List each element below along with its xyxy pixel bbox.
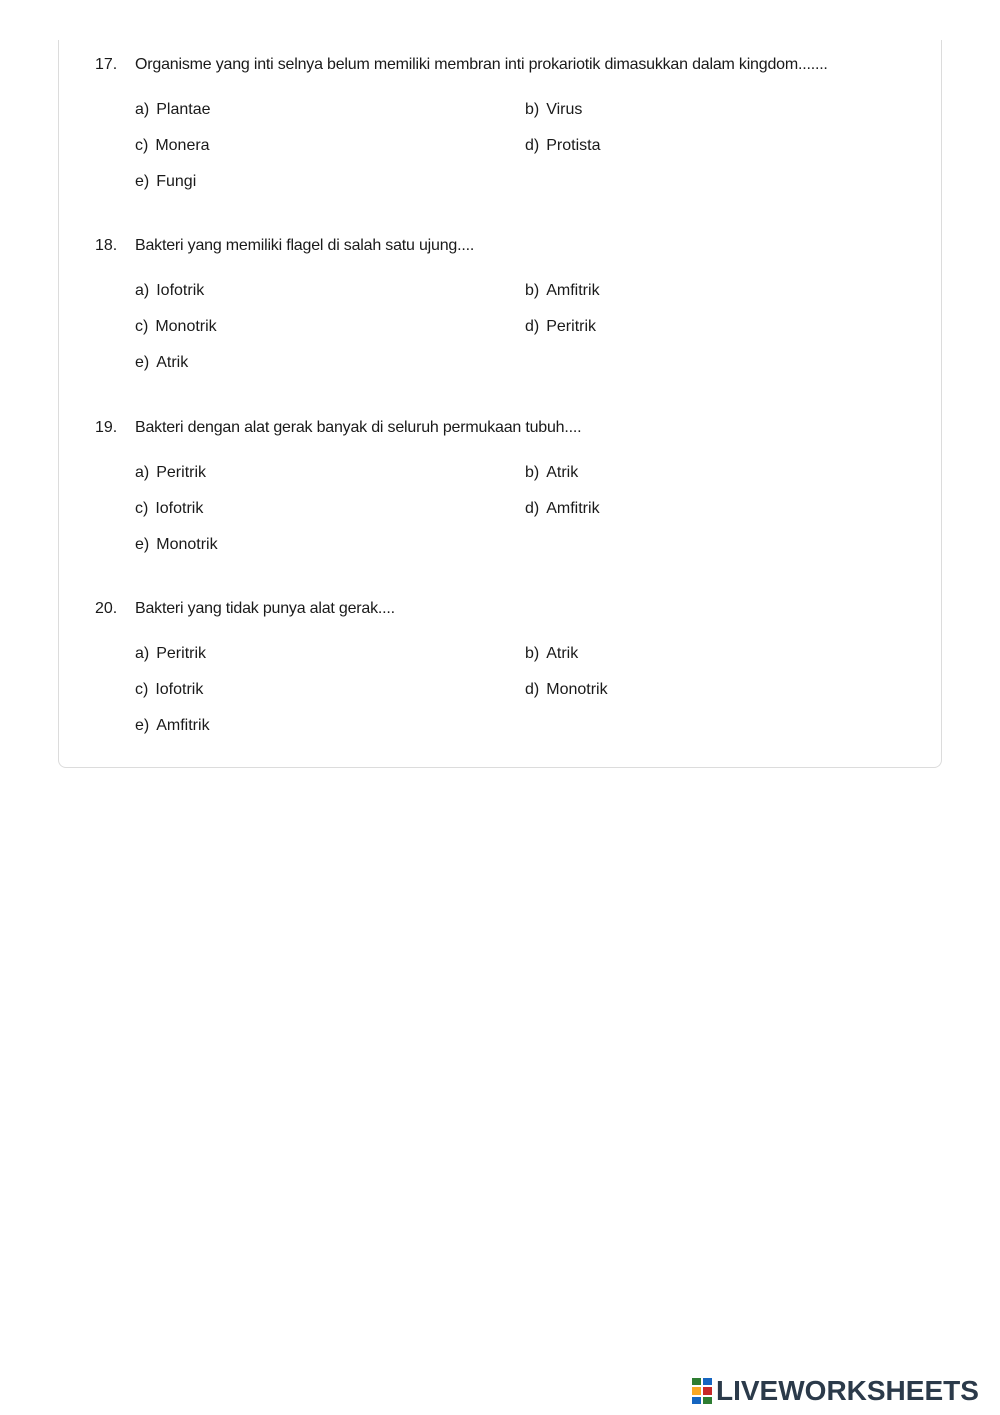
option-letter: b) (525, 101, 540, 118)
option-e[interactable] (135, 353, 188, 373)
option-c[interactable] (135, 680, 203, 700)
option-letter: d) (525, 681, 540, 698)
option-text: Atrik (546, 645, 579, 662)
option-text: Peritrik (156, 645, 207, 662)
option-letter: a) (135, 645, 150, 662)
option-d[interactable] (525, 680, 608, 700)
option-letter: a) (135, 282, 150, 299)
option-d[interactable] (525, 317, 596, 337)
option-text: Amfitrik (546, 282, 600, 299)
option-letter: c) (135, 681, 149, 698)
option-e[interactable] (135, 535, 218, 555)
question-text: Bakteri yang memiliki flagel di salah satu ujung.... (135, 237, 475, 254)
option-letter: b) (525, 464, 540, 481)
option-d[interactable] (525, 136, 600, 156)
option-letter: e) (135, 536, 150, 553)
option-e[interactable] (135, 716, 210, 736)
option-letter: d) (525, 137, 540, 154)
option-c[interactable] (135, 499, 203, 519)
question-number: 20. (95, 600, 118, 617)
option-c[interactable] (135, 136, 210, 156)
option-b[interactable] (525, 100, 582, 120)
option-text: Atrik (156, 354, 189, 371)
option-e[interactable] (135, 172, 196, 192)
option-letter: e) (135, 173, 150, 190)
option-text: Monotrik (155, 318, 217, 335)
option-text: Iofotrik (155, 500, 204, 517)
option-d[interactable] (525, 499, 600, 519)
option-text: Fungi (156, 173, 197, 190)
option-text: Amfitrik (546, 500, 600, 517)
option-c[interactable] (135, 317, 217, 337)
option-letter: e) (135, 717, 150, 734)
liveworksheets-logo (692, 1376, 979, 1406)
question-text: Bakteri yang tidak punya alat gerak.... (135, 600, 395, 617)
question-number: 17. (95, 56, 118, 73)
questions-card (58, 40, 942, 768)
option-letter: b) (525, 645, 540, 662)
option-text: Monotrik (546, 681, 608, 698)
option-text: Protista (546, 137, 601, 154)
logo-text: LIVEWORKSHEETS (716, 1375, 979, 1406)
option-letter: a) (135, 101, 150, 118)
option-letter: e) (135, 354, 150, 371)
option-letter: c) (135, 318, 149, 335)
option-letter: d) (525, 318, 540, 335)
question-number: 18. (95, 237, 118, 254)
question-text: Organisme yang inti selnya belum memiliki membran inti prokariotik dimasukkan dalam kingdom....... (135, 56, 828, 73)
option-text: Plantae (156, 101, 211, 118)
option-text: Virus (546, 101, 583, 118)
option-letter: a) (135, 464, 150, 481)
option-text: Amfitrik (156, 717, 210, 734)
option-b[interactable] (525, 644, 578, 664)
option-text: Iofotrik (156, 282, 205, 299)
option-b[interactable] (525, 281, 600, 301)
option-text: Atrik (546, 464, 579, 481)
option-a[interactable] (135, 281, 204, 301)
option-a[interactable] (135, 463, 206, 483)
option-letter: c) (135, 500, 149, 517)
option-b[interactable] (525, 463, 578, 483)
option-letter: d) (525, 500, 540, 517)
option-letter: c) (135, 137, 149, 154)
option-a[interactable] (135, 100, 211, 120)
option-text: Monera (155, 137, 210, 154)
option-text: Peritrik (546, 318, 597, 335)
question-text: Bakteri dengan alat gerak banyak di seluruh permukaan tubuh.... (135, 419, 582, 436)
option-text: Iofotrik (155, 681, 204, 698)
option-letter: b) (525, 282, 540, 299)
question-number: 19. (95, 419, 118, 436)
liveworksheets-logo-icon (692, 1378, 712, 1404)
option-a[interactable] (135, 644, 206, 664)
option-text: Peritrik (156, 464, 207, 481)
option-text: Monotrik (156, 536, 218, 553)
